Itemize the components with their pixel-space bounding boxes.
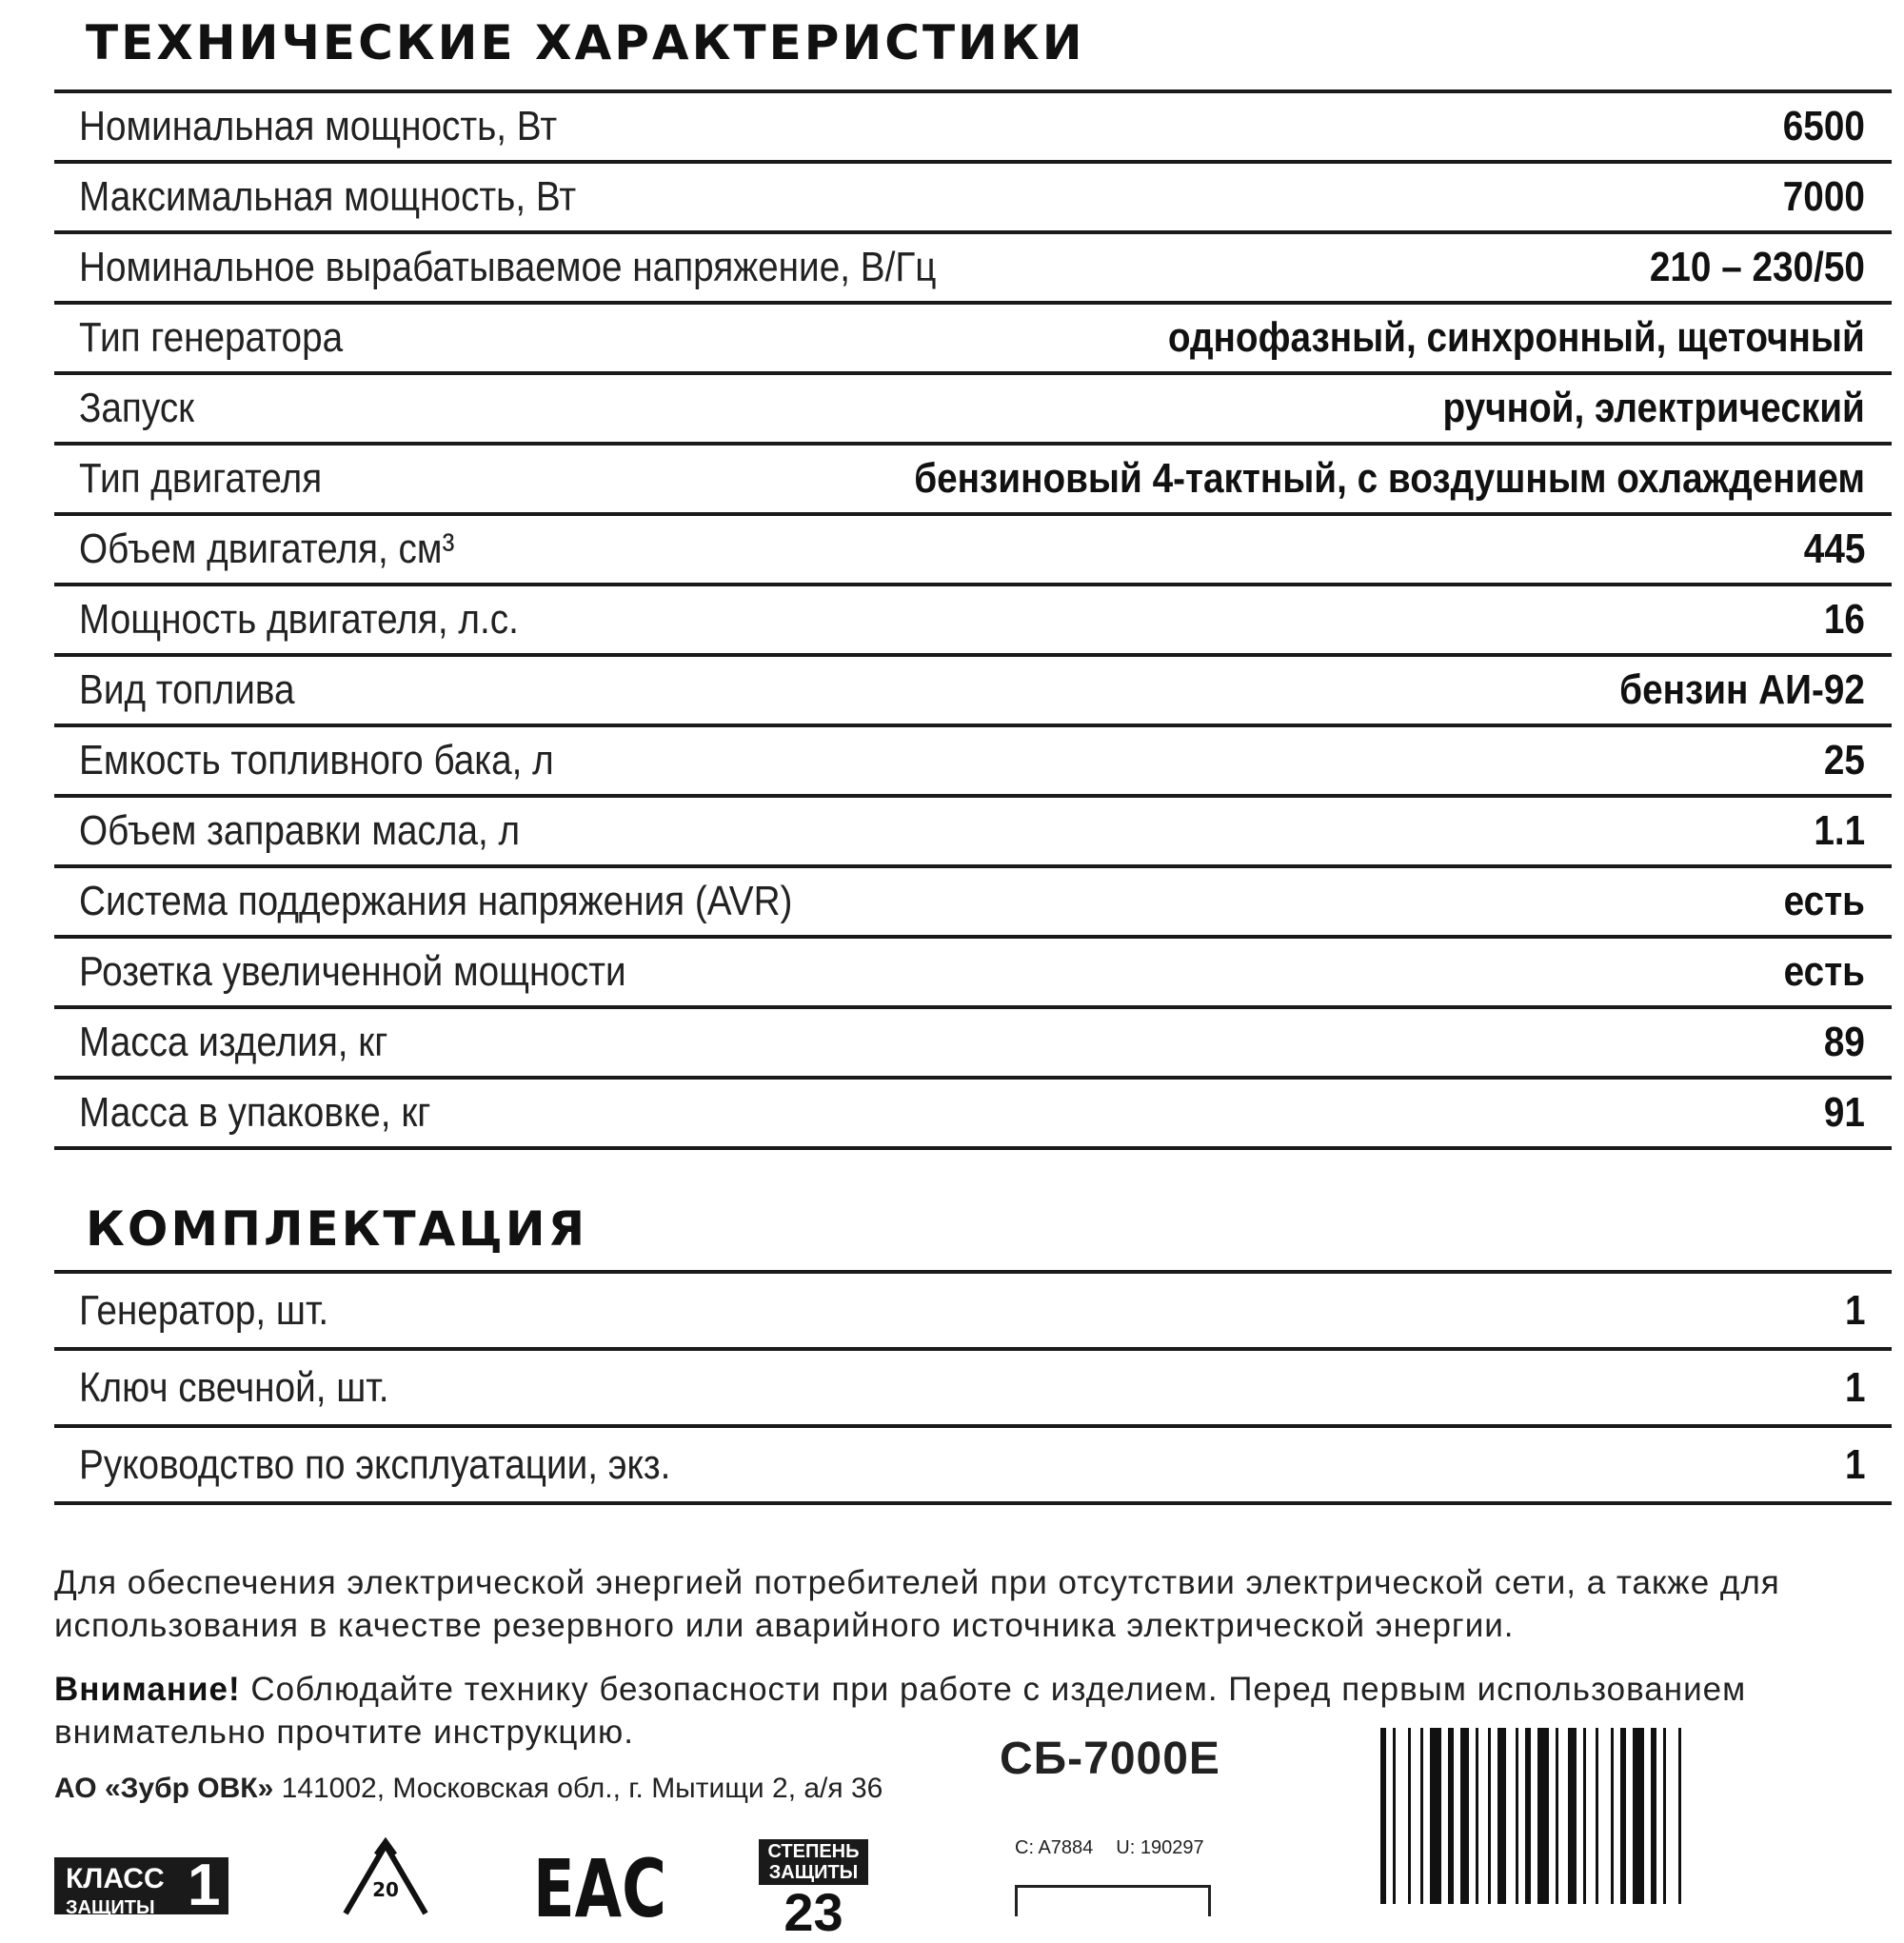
spec-value: есть <box>1783 948 1865 995</box>
spec-label: Запуск <box>79 385 195 431</box>
barcode-bar <box>1430 1728 1441 1904</box>
barcode-bar <box>1497 1728 1506 1904</box>
kit-label: Руководство по эксплуатации, экз. <box>79 1440 671 1488</box>
spec-row <box>54 164 1892 234</box>
product-codes <box>1015 1837 1227 1859</box>
kit-row <box>54 1274 1892 1351</box>
barcode-bar <box>1525 1728 1531 1904</box>
spec-value: 6500 <box>1782 103 1865 149</box>
barcode-bar <box>1678 1728 1681 1904</box>
barcode-bar <box>1583 1728 1586 1904</box>
eac-mark-icon <box>533 1833 666 1935</box>
spec-value: ручной, электрический <box>1442 385 1865 431</box>
barcode-bar <box>1651 1728 1656 1904</box>
spec-label: Объем заправки масла, л <box>79 807 521 854</box>
spec-row <box>54 1080 1892 1150</box>
spec-row <box>54 1009 1892 1080</box>
kit-value: 1 <box>1844 1440 1865 1488</box>
model-number: СБ-7000Е <box>1000 1734 1220 1784</box>
warning-body: Соблюдайте технику безопасности при работе с изделием. Перед первым использованием внимательно прочтите инструкцию. <box>54 1671 1747 1751</box>
ip-label-box <box>759 1839 868 1885</box>
purpose-text: Для обеспечения электрической энергией потребителей при отсутствии электрической сети, а также для использования в качестве резервного или аварийного источника электрической энергии. <box>54 1564 1780 1644</box>
barcode-bar <box>1488 1728 1491 1904</box>
recycle-number: 20 <box>372 1878 399 1901</box>
spec-row <box>54 93 1892 164</box>
kit-label: Генератор, шт. <box>79 1286 329 1334</box>
spec-row <box>54 868 1892 939</box>
barcode-bar <box>1537 1728 1549 1904</box>
spec-row <box>54 375 1892 446</box>
eac-mark-text: EAC <box>533 1842 666 1935</box>
spec-label: Номинальная мощность, Вт <box>79 103 558 149</box>
spec-value: есть <box>1783 878 1865 924</box>
spec-label: Тип генератора <box>79 314 344 361</box>
barcode-bar <box>1408 1728 1411 1904</box>
spec-label: Максимальная мощность, Вт <box>79 173 577 220</box>
barcode-bar <box>1633 1728 1644 1904</box>
spec-value: 89 <box>1823 1019 1865 1065</box>
address-text: 141002, Московская обл., г. Мытищи 2, а/я 36 <box>273 1773 883 1804</box>
spec-row <box>54 586 1892 657</box>
kit-table <box>54 1270 1892 1505</box>
spec-label: Розетка увеличенной мощности <box>79 948 626 995</box>
barcode-bar <box>1393 1728 1396 1904</box>
spec-value: 7000 <box>1782 173 1865 220</box>
spec-label: Номинальное вырабатываемое напряжение, В/Гц <box>79 244 937 290</box>
manufacturer-address <box>54 1773 883 1805</box>
spec-value: 91 <box>1823 1089 1865 1136</box>
spec-label: Мощность двигателя, л.с. <box>79 596 519 643</box>
spec-row <box>54 939 1892 1009</box>
spec-label: Система поддержания напряжения (AVR) <box>79 878 793 924</box>
kit-heading: КОМПЛЕКТАЦИЯ <box>86 1201 588 1257</box>
barcode-bar <box>1596 1728 1598 1904</box>
spec-value: бензин АИ-92 <box>1619 666 1865 713</box>
barcode-bar <box>1620 1728 1626 1904</box>
model-box <box>1015 1885 1211 1916</box>
spec-row <box>54 234 1892 305</box>
class-number: 1 <box>188 1853 221 1918</box>
spec-row <box>54 446 1892 516</box>
class-sublabel: ЗАЩИТЫ <box>66 1897 155 1918</box>
barcode-bar <box>1568 1728 1577 1904</box>
code-u: U: 190297 <box>1116 1837 1204 1858</box>
ip-label-line1: СТЕПЕНЬ <box>767 1841 860 1862</box>
spec-label: Тип двигателя <box>79 455 323 502</box>
spec-row <box>54 657 1892 727</box>
spec-row <box>54 727 1892 798</box>
spec-value: однофазный, синхронный, щеточный <box>1168 314 1865 361</box>
spec-label: Масса в упаковке, кг <box>79 1089 431 1136</box>
barcode-bar <box>1663 1728 1666 1904</box>
spec-row <box>54 798 1892 868</box>
barcode <box>1380 1728 1894 1904</box>
barcode-bar <box>1448 1728 1454 1904</box>
spec-value: бензиновый 4-тактный, с воздушным охлаждением <box>914 455 1865 502</box>
kit-row <box>54 1351 1892 1428</box>
spec-value: 16 <box>1823 596 1865 643</box>
spec-value: 210 – 230/50 <box>1649 244 1865 290</box>
spec-row <box>54 516 1892 586</box>
recycle-icon <box>328 1837 443 1913</box>
spec-label: Вид топлива <box>79 666 295 713</box>
class-label: КЛАСС <box>66 1863 165 1894</box>
specs-heading: ТЕХНИЧЕСКИЕ ХАРАКТЕРИСТИКИ <box>86 15 1085 70</box>
code-c: C: A7884 <box>1015 1837 1094 1858</box>
spec-value: 445 <box>1803 525 1865 572</box>
ip-number: 23 <box>783 1882 843 1942</box>
ip-label-line2: ЗАЩИТЫ <box>768 1862 859 1883</box>
warning-label: Внимание! <box>54 1671 241 1708</box>
kit-value: 1 <box>1844 1286 1865 1334</box>
barcode-bar <box>1556 1728 1558 1904</box>
specs-table <box>54 89 1892 1150</box>
kit-label: Ключ свечной, шт. <box>79 1363 389 1411</box>
protection-class-badge <box>54 1853 228 1918</box>
kit-row <box>54 1428 1892 1505</box>
spec-value: 25 <box>1823 737 1865 783</box>
barcode-bar <box>1516 1728 1518 1904</box>
barcode-bar <box>1476 1728 1478 1904</box>
spec-label: Объем двигателя, см³ <box>79 525 455 572</box>
barcode-bar <box>1460 1728 1469 1904</box>
ip-rating-badge <box>759 1839 868 1942</box>
spec-label: Масса изделия, кг <box>79 1019 388 1065</box>
barcode-bar <box>1611 1728 1614 1904</box>
barcode-bar <box>1380 1728 1386 1904</box>
spec-row <box>54 305 1892 375</box>
spec-value: 1.1 <box>1814 807 1865 854</box>
kit-value: 1 <box>1844 1363 1865 1411</box>
spec-label: Емкость топливного бака, л <box>79 737 554 783</box>
company-name: АО «Зубр ОВК» <box>54 1773 274 1804</box>
barcode-bar <box>1420 1728 1423 1904</box>
